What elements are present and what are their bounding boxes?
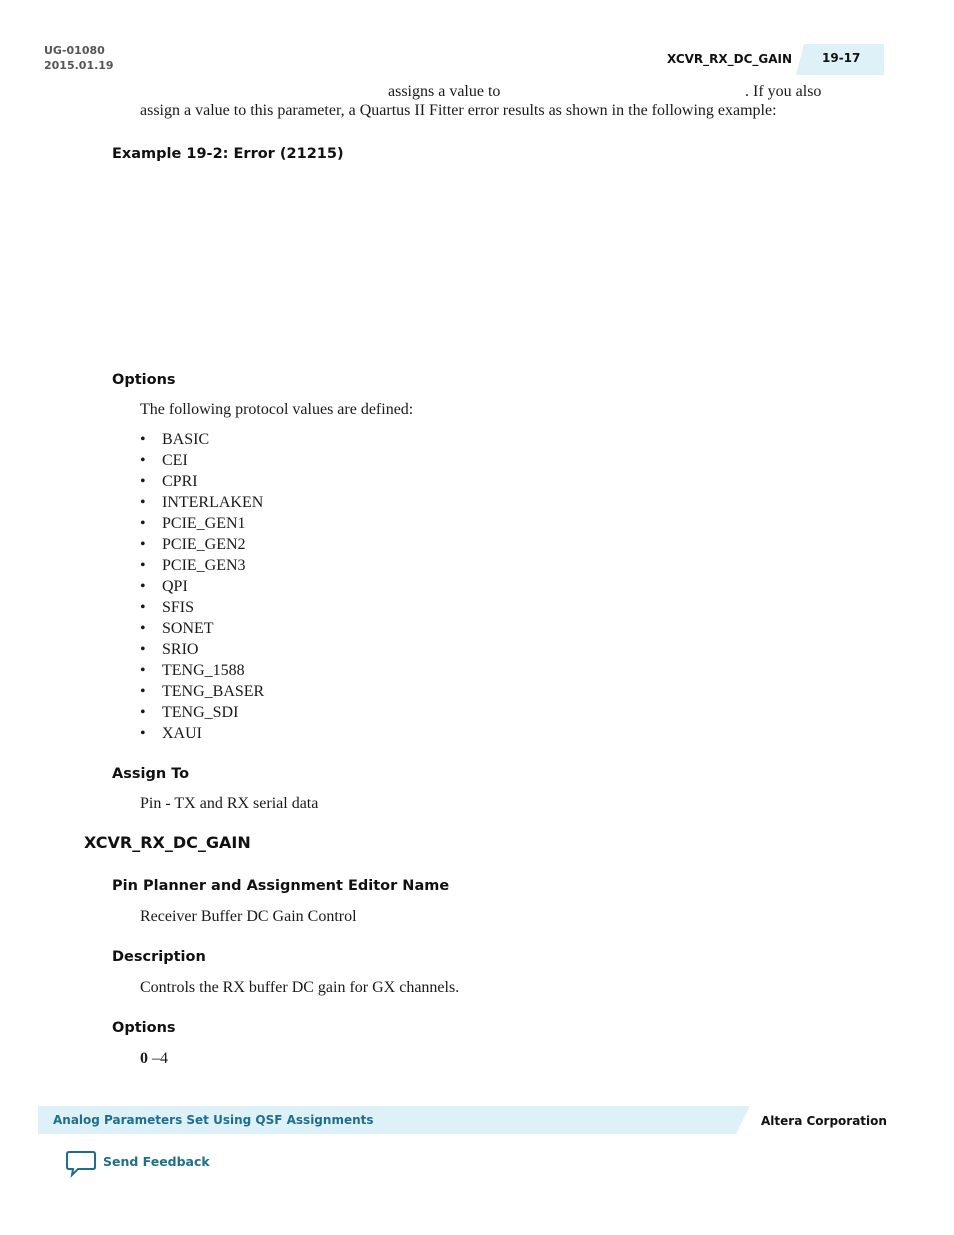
protocol-list-item [140,702,264,723]
bullet-icon: • [140,662,146,679]
protocol-label: TENG_SDI [162,704,239,721]
bullet-icon: • [140,452,146,469]
protocol-list-item [140,681,264,702]
options-2-value [140,1049,168,1068]
section-title: XCVR_RX_DC_GAIN [84,833,251,852]
feedback-icon[interactable] [65,1150,97,1178]
bullet-icon: • [140,431,146,448]
protocol-list-item [140,639,264,660]
protocol-list-item [140,513,264,534]
intro-line1-mid: assigns a value to [388,83,501,100]
protocol-label: TENG_1588 [162,662,245,679]
protocol-label: XAUI [162,725,202,742]
protocol-list-item [140,492,264,513]
footer-company: Altera Corporation [761,1114,887,1128]
protocol-list-item [140,660,264,681]
protocol-list-item [140,471,264,492]
bullet-icon: • [140,494,146,511]
options-heading: Options [112,372,176,388]
header-page-number: 19-17 [822,51,861,65]
protocol-label: INTERLAKEN [162,494,264,511]
protocol-label: SONET [162,620,214,637]
bullet-icon: • [140,620,146,637]
bullet-icon: • [140,725,146,742]
protocol-list-item [140,429,264,450]
protocol-label: BASIC [162,431,210,448]
pin-planner-text: Receiver Buffer DC Gain Control [140,908,357,925]
pin-planner-heading: Pin Planner and Assignment Editor Name [112,878,450,894]
send-feedback-link[interactable]: Send Feedback [103,1154,210,1169]
protocol-list-item [140,723,264,744]
protocol-label: QPI [162,578,188,595]
description-text: Controls the RX buffer DC gain for GX channels. [140,979,460,996]
bullet-icon: • [140,704,146,721]
bullet-icon: • [140,536,146,553]
intro-line1-end: . If you also [745,83,822,100]
options-2-heading: Options [112,1020,176,1036]
bullet-icon: • [140,578,146,595]
description-heading: Description [112,949,206,965]
protocol-label: SFIS [162,599,195,616]
bullet-icon: • [140,515,146,532]
protocol-list [140,429,264,744]
protocol-list-item [140,534,264,555]
options-intro: The following protocol values are defined: [140,401,414,418]
bullet-icon: • [140,683,146,700]
header-section-title: XCVR_RX_DC_GAIN [667,52,793,66]
protocol-label: PCIE_GEN2 [162,536,246,553]
protocol-label: TENG_BASER [162,683,265,700]
doc-date: 2015.01.19 [44,59,114,72]
bullet-icon: • [140,557,146,574]
protocol-label: SRIO [162,641,199,658]
example-title: Example 19-2: Error (21215) [112,146,344,162]
bullet-icon: • [140,641,146,658]
options-2-value-bold: 0 [140,1050,148,1067]
bullet-icon: • [140,599,146,616]
protocol-list-item [140,576,264,597]
protocol-list-item [140,618,264,639]
footer-chapter-link[interactable]: Analog Parameters Set Using QSF Assignments [53,1113,374,1127]
bullet-icon: • [140,473,146,490]
protocol-list-item [140,597,264,618]
options-2-value-rest: –4 [148,1050,168,1067]
intro-line2: assign a value to this parameter, a Quartus II Fitter error results as shown in the following example: [140,102,777,119]
doc-id-block [44,43,114,73]
protocol-label: PCIE_GEN3 [162,557,246,574]
protocol-list-item [140,555,264,576]
assign-to-text: Pin - TX and RX serial data [140,795,319,812]
doc-id: UG-01080 [44,44,105,57]
protocol-label: PCIE_GEN1 [162,515,246,532]
protocol-label: CEI [162,452,188,469]
assign-to-heading: Assign To [112,766,190,782]
protocol-list-item [140,450,264,471]
protocol-label: CPRI [162,473,198,490]
